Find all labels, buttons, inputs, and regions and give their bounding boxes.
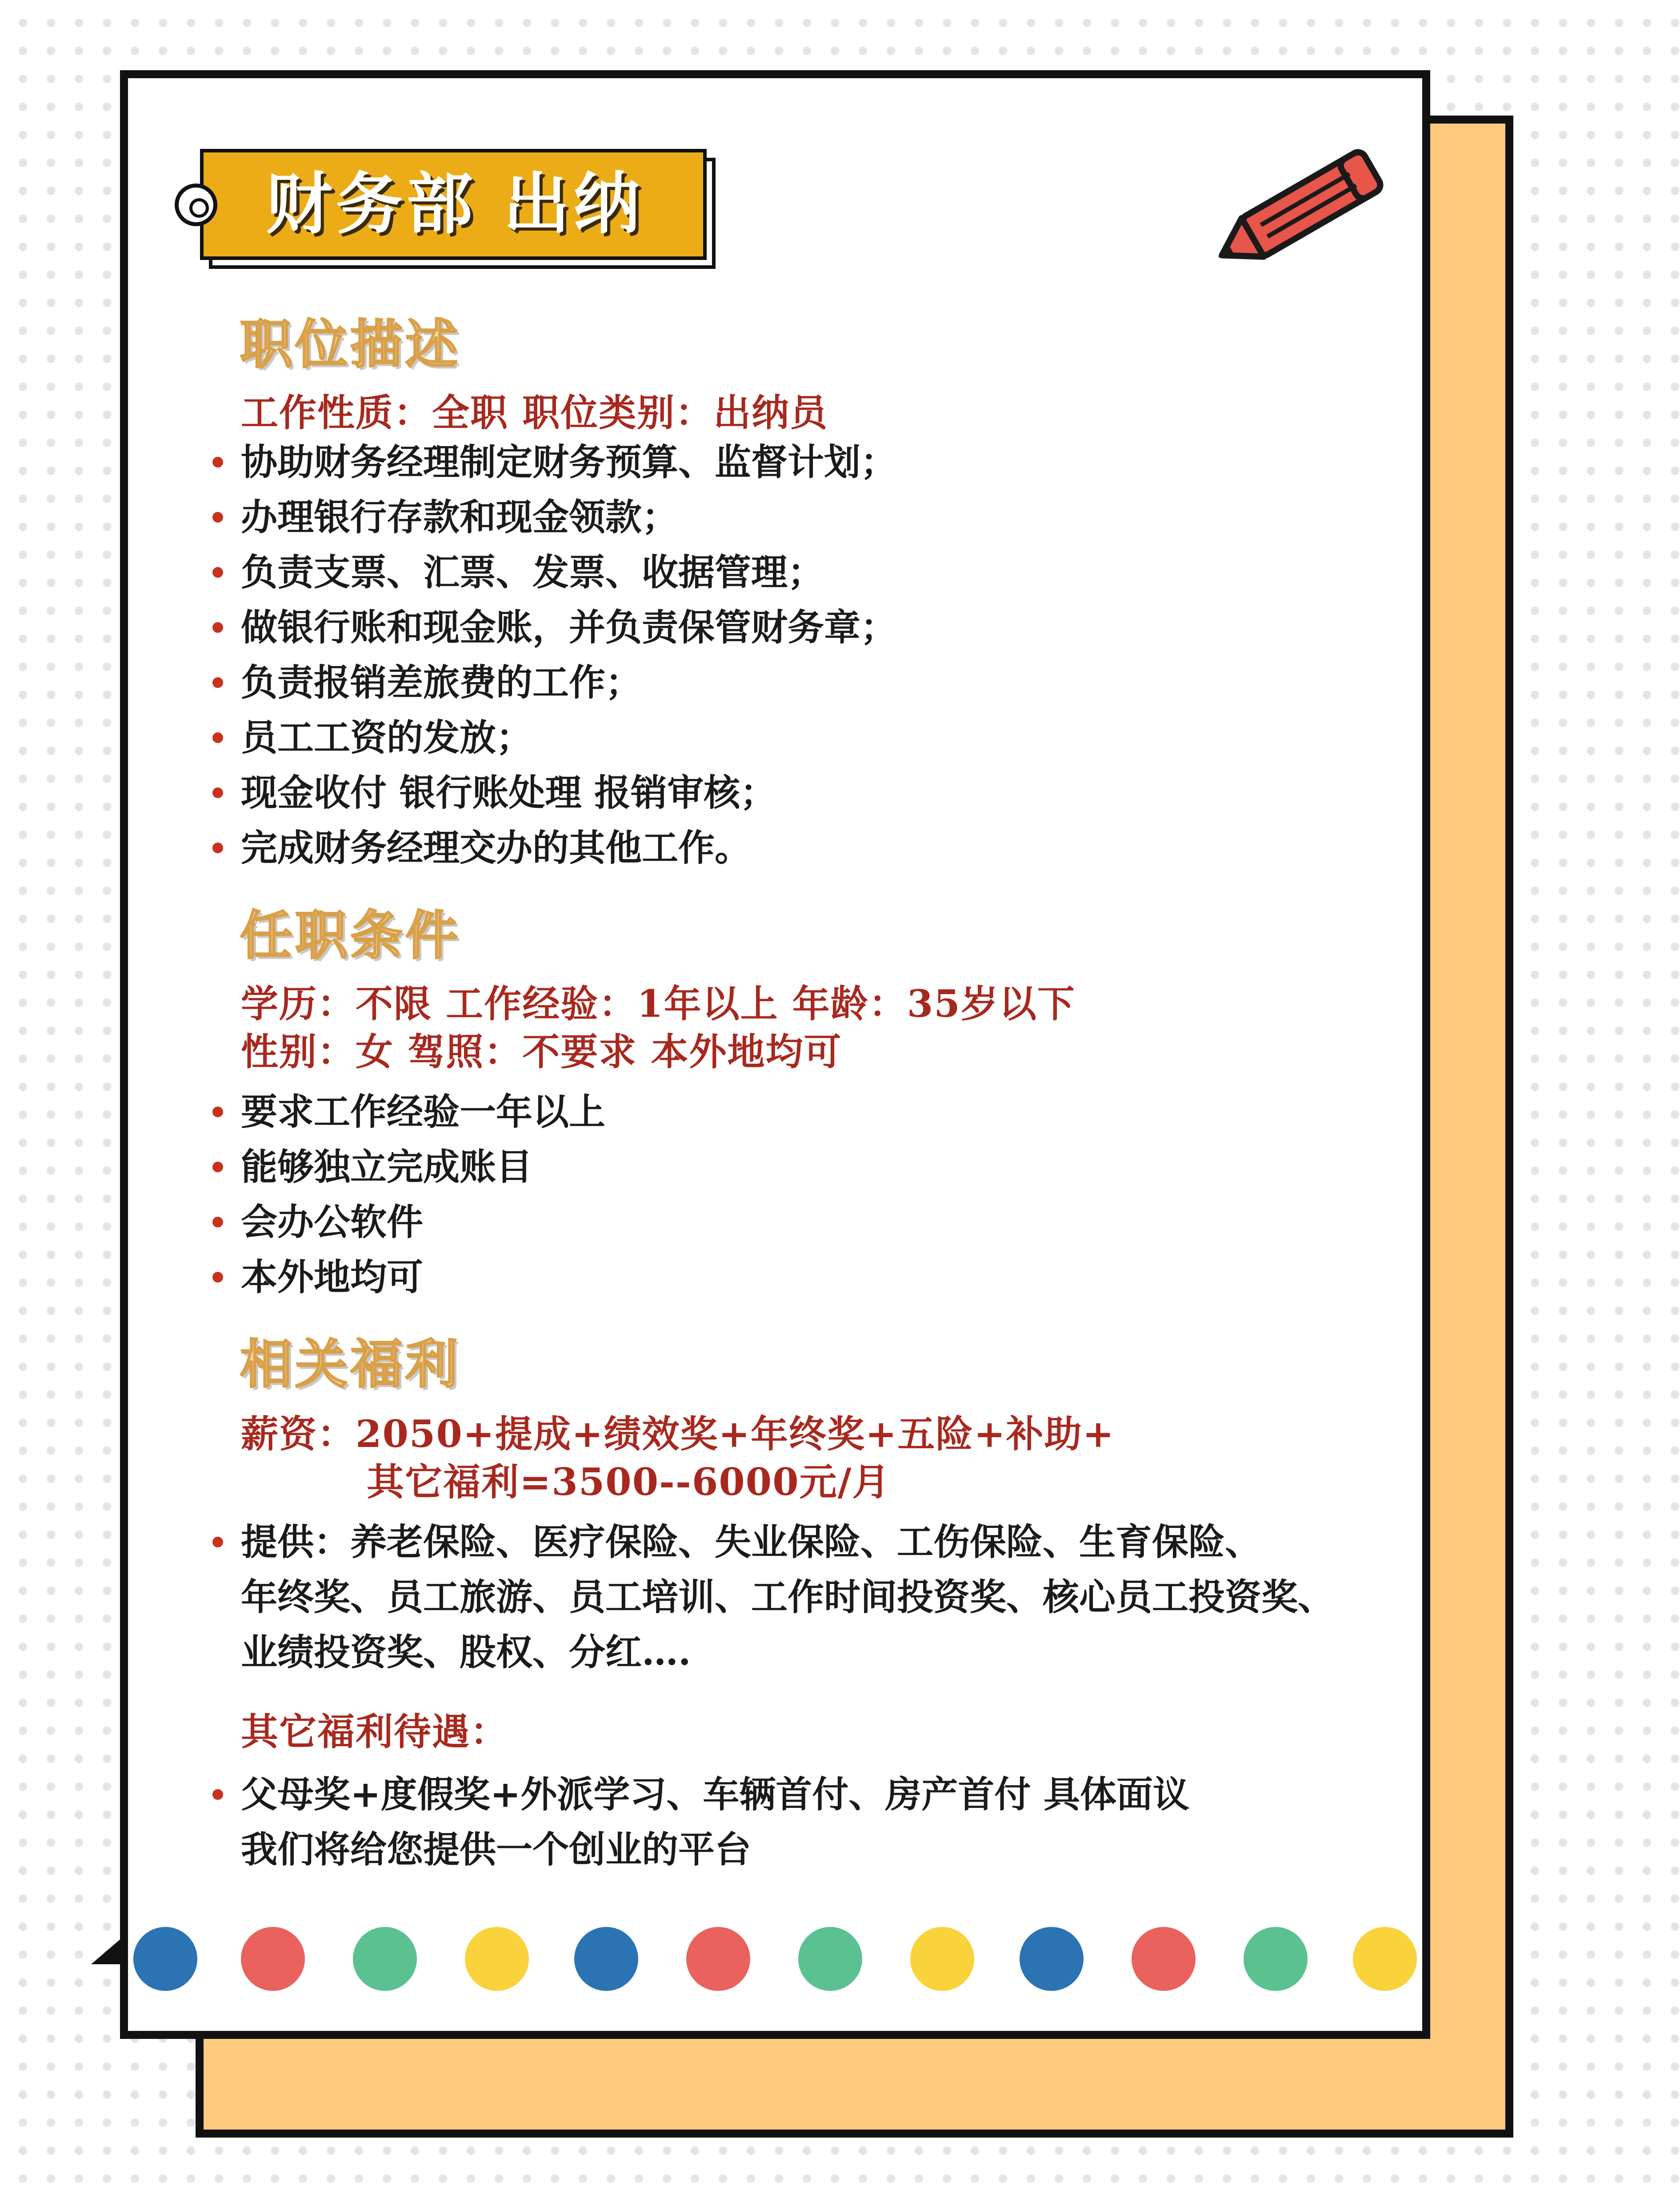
section-heading-benefits: 相关福利 [240, 1333, 461, 1395]
decorative-dots-row [133, 1927, 1431, 1994]
salary-line-2: 其它福利=3500--6000元/月 [367, 1460, 891, 1504]
dot [1353, 1927, 1417, 1991]
dot [133, 1927, 197, 1991]
other-benefits-heading: 其它福利待遇： [241, 1710, 509, 1754]
page-title: 财务部 出纳 [266, 166, 644, 243]
bullet-icon [212, 787, 223, 798]
bullet-icon [212, 1162, 223, 1172]
salary-line-1: 薪资：2050+提成+绩效奖+年终奖+五险+补助+ [241, 1412, 1115, 1456]
provide-list [209, 1515, 1261, 1570]
dot [574, 1927, 638, 1991]
list-item: 能够独立完成账目 [209, 1139, 605, 1195]
list-item: 会办公软件 [209, 1195, 605, 1250]
pencil-icon [1196, 142, 1400, 276]
bullet-icon [212, 567, 223, 578]
list-item: 做银行账和现金账，并负责保管财务章； [209, 600, 897, 655]
corner-fold [91, 1938, 122, 1964]
section-heading-requirements: 任职条件 [240, 904, 461, 966]
dot [686, 1927, 750, 1991]
bullet-icon [212, 1789, 223, 1800]
bullet-icon [212, 732, 223, 743]
dot [798, 1927, 862, 1991]
dot [465, 1927, 529, 1991]
other-benefits-list [209, 1767, 1189, 1822]
bullet-icon [212, 457, 223, 468]
bullet-icon [212, 677, 223, 688]
list-item: 负责报销差旅费的工作； [209, 655, 897, 710]
list-item: 员工工资的发放； [209, 710, 897, 765]
bullet-icon [212, 1107, 223, 1117]
dot [353, 1927, 417, 1991]
dot [241, 1927, 305, 1991]
provide-line-3: 业绩投资奖、股权、分红…. [241, 1631, 691, 1674]
title-tag [200, 149, 707, 260]
list-item: 办理银行存款和现金领款； [209, 490, 897, 545]
bullet-icon [212, 843, 223, 853]
dot [1244, 1927, 1308, 1991]
bullet-icon [212, 512, 223, 523]
job-meta-line: 工作性质：全职 职位类别：出纳员 [241, 391, 828, 435]
list-item: 父母奖+度假奖+外派学习、车辆首付、房产首付 具体面议 [209, 1767, 1189, 1822]
requirements-list [209, 1084, 605, 1305]
description-list [209, 435, 897, 875]
list-item: 要求工作经验一年以上 [209, 1084, 605, 1139]
requirements-meta-line-2: 性别：女 驾照：不要求 本外地均可 [241, 1030, 842, 1074]
requirements-meta-line-1: 学历：不限 工作经验：1年以上 年龄：35岁以下 [241, 982, 1076, 1026]
dot [1132, 1927, 1196, 1991]
list-item: 负责支票、汇票、发票、收据管理； [209, 545, 897, 600]
section-heading-description: 职位描述 [240, 313, 461, 375]
bullet-icon [212, 622, 223, 633]
bullet-icon [212, 1272, 223, 1283]
list-item: 提供：养老保险、医疗保险、失业保险、工伤保险、生育保险、 [209, 1515, 1261, 1570]
dot [910, 1927, 974, 1991]
ring-icon [175, 184, 217, 226]
list-item: 现金收付 银行账处理 报销审核； [209, 765, 897, 820]
list-item: 本外地均可 [209, 1250, 605, 1305]
dot [1020, 1927, 1084, 1991]
provide-line-2: 年终奖、员工旅游、员工培训、工作时间投资奖、核心员工投资奖、 [241, 1576, 1335, 1619]
bullet-icon [212, 1537, 223, 1547]
bullet-icon [212, 1217, 223, 1227]
list-item: 完成财务经理交办的其他工作。 [209, 820, 897, 875]
list-item: 协助财务经理制定财务预算、监督计划； [209, 435, 897, 490]
other-benefits-line-2: 我们将给您提供一个创业的平台 [241, 1828, 752, 1871]
